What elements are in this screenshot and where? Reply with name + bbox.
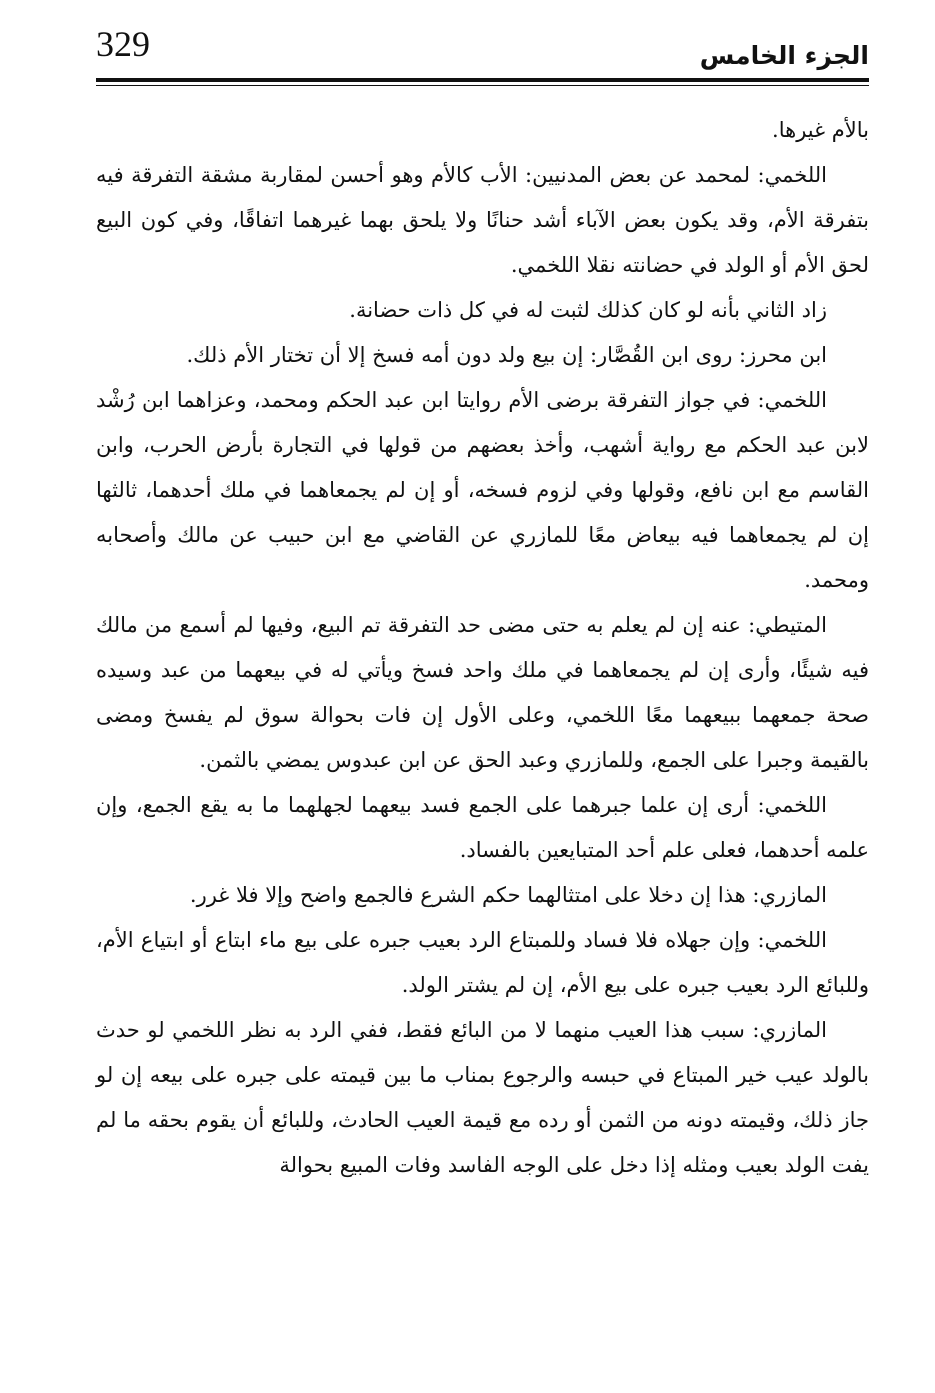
paragraph: اللخمي: أرى إن علما جبرهما على الجمع فسد بيعهما لجهلهما ما به يقع الجمع، وإن علمه أحدهما، فعلى علم أحد المتبايعين بالفساد. — [96, 793, 869, 862]
header-rule-thick — [96, 78, 869, 82]
page-header — [96, 22, 869, 76]
paragraph: المازري: سبب هذا العيب منهما لا من البائع فقط، ففي الرد به نظر اللخمي لو حدث بالولد عيب خير المبتاع في حبسه والرجوع بمناب ما بين قيمته على جبره على بيعه إن لو جاز ذلك، وقيمته دونه من الثمن أو رده مع قيمة العيب الحادث، وللبائع أن يقوم بحقه ما لم يفت الولد بعيب ومثله إذا دخل على الوجه الفاسد وفات المبيع بحوالة — [96, 1018, 869, 1177]
page-body — [96, 108, 869, 1188]
paragraph: زاد الثاني بأنه لو كان كذلك لثبت له في كل ذات حضانة. — [349, 298, 827, 322]
paragraph: بالأم غيرها. — [772, 118, 869, 142]
paragraph: ابن محرز: روى ابن القُصَّار: إن بيع ولد دون أمه فسخ إلا أن تختار الأم ذلك. — [186, 343, 827, 367]
paragraph: اللخمي: في جواز التفرقة برضى الأم روايتا ابن عبد الحكم ومحمد، وعزاهما ابن رُشْد لابن عبد الحكم مع رواية أشهب، وأخذ بعضهم من قولها في التجارة بأرض الحرب، وابن القاسم مع ابن نافع، وقولها وفي لزوم فسخه، أو إن لم يجمعاهما في ملك أحدهما، ثالثها إن لم يجمعاهما فيه بيعاض معًا للمازري عن القاضي مع ابن حبيب عن مالك وأصحابه ومحمد. — [96, 388, 869, 592]
paragraph: اللخمي: وإن جهلاه فلا فساد وللمبتاع الرد بعيب جبره على بيع ماء ابتاع أو ابتياع الأم، وللبائع الرد بعيب جبره على بيع الأم، إن لم يشتر الولد. — [96, 928, 869, 997]
paragraph: المازري: هذا إن دخلا على امتثالهما حكم الشرع فالجمع واضح وإلا فلا غرر. — [189, 883, 827, 907]
paragraph: اللخمي: لمحمد عن بعض المدنيين: الأب كالأم وهو أحسن لمقاربة مشقة التفرقة فيه بتفرقة الأم، وقد يكون بعض الآباء أشد حنانًا ولا يلحق بهما غيرهما اتفاقًا، وفي كون البيع لحق الأم أو الولد في حضانته نقلا اللخمي. — [96, 163, 869, 277]
paragraph: المتيطي: عنه إن لم يعلم به حتى مضى حد التفرقة تم البيع، وفيها لم أسمع من مالك فيه شيئًا، وأرى إن لم يجمعاهما في ملك واحد فسخ ويأتي له في بيعهما من عبد وسيده صحة جمعهما ببيعهما معًا اللخمي، وعلى الأول إن فات بحوالة سوق لم يفسخ ومضى بالقيمة وجبرا على الجمع، وللمازري وعبد الحق عن ابن عبدوس يمضي بالثمن. — [96, 613, 869, 772]
page-number: 329 — [96, 24, 150, 64]
running-head: الجزء الخامس — [699, 41, 869, 70]
header-rule-thin — [96, 85, 869, 86]
